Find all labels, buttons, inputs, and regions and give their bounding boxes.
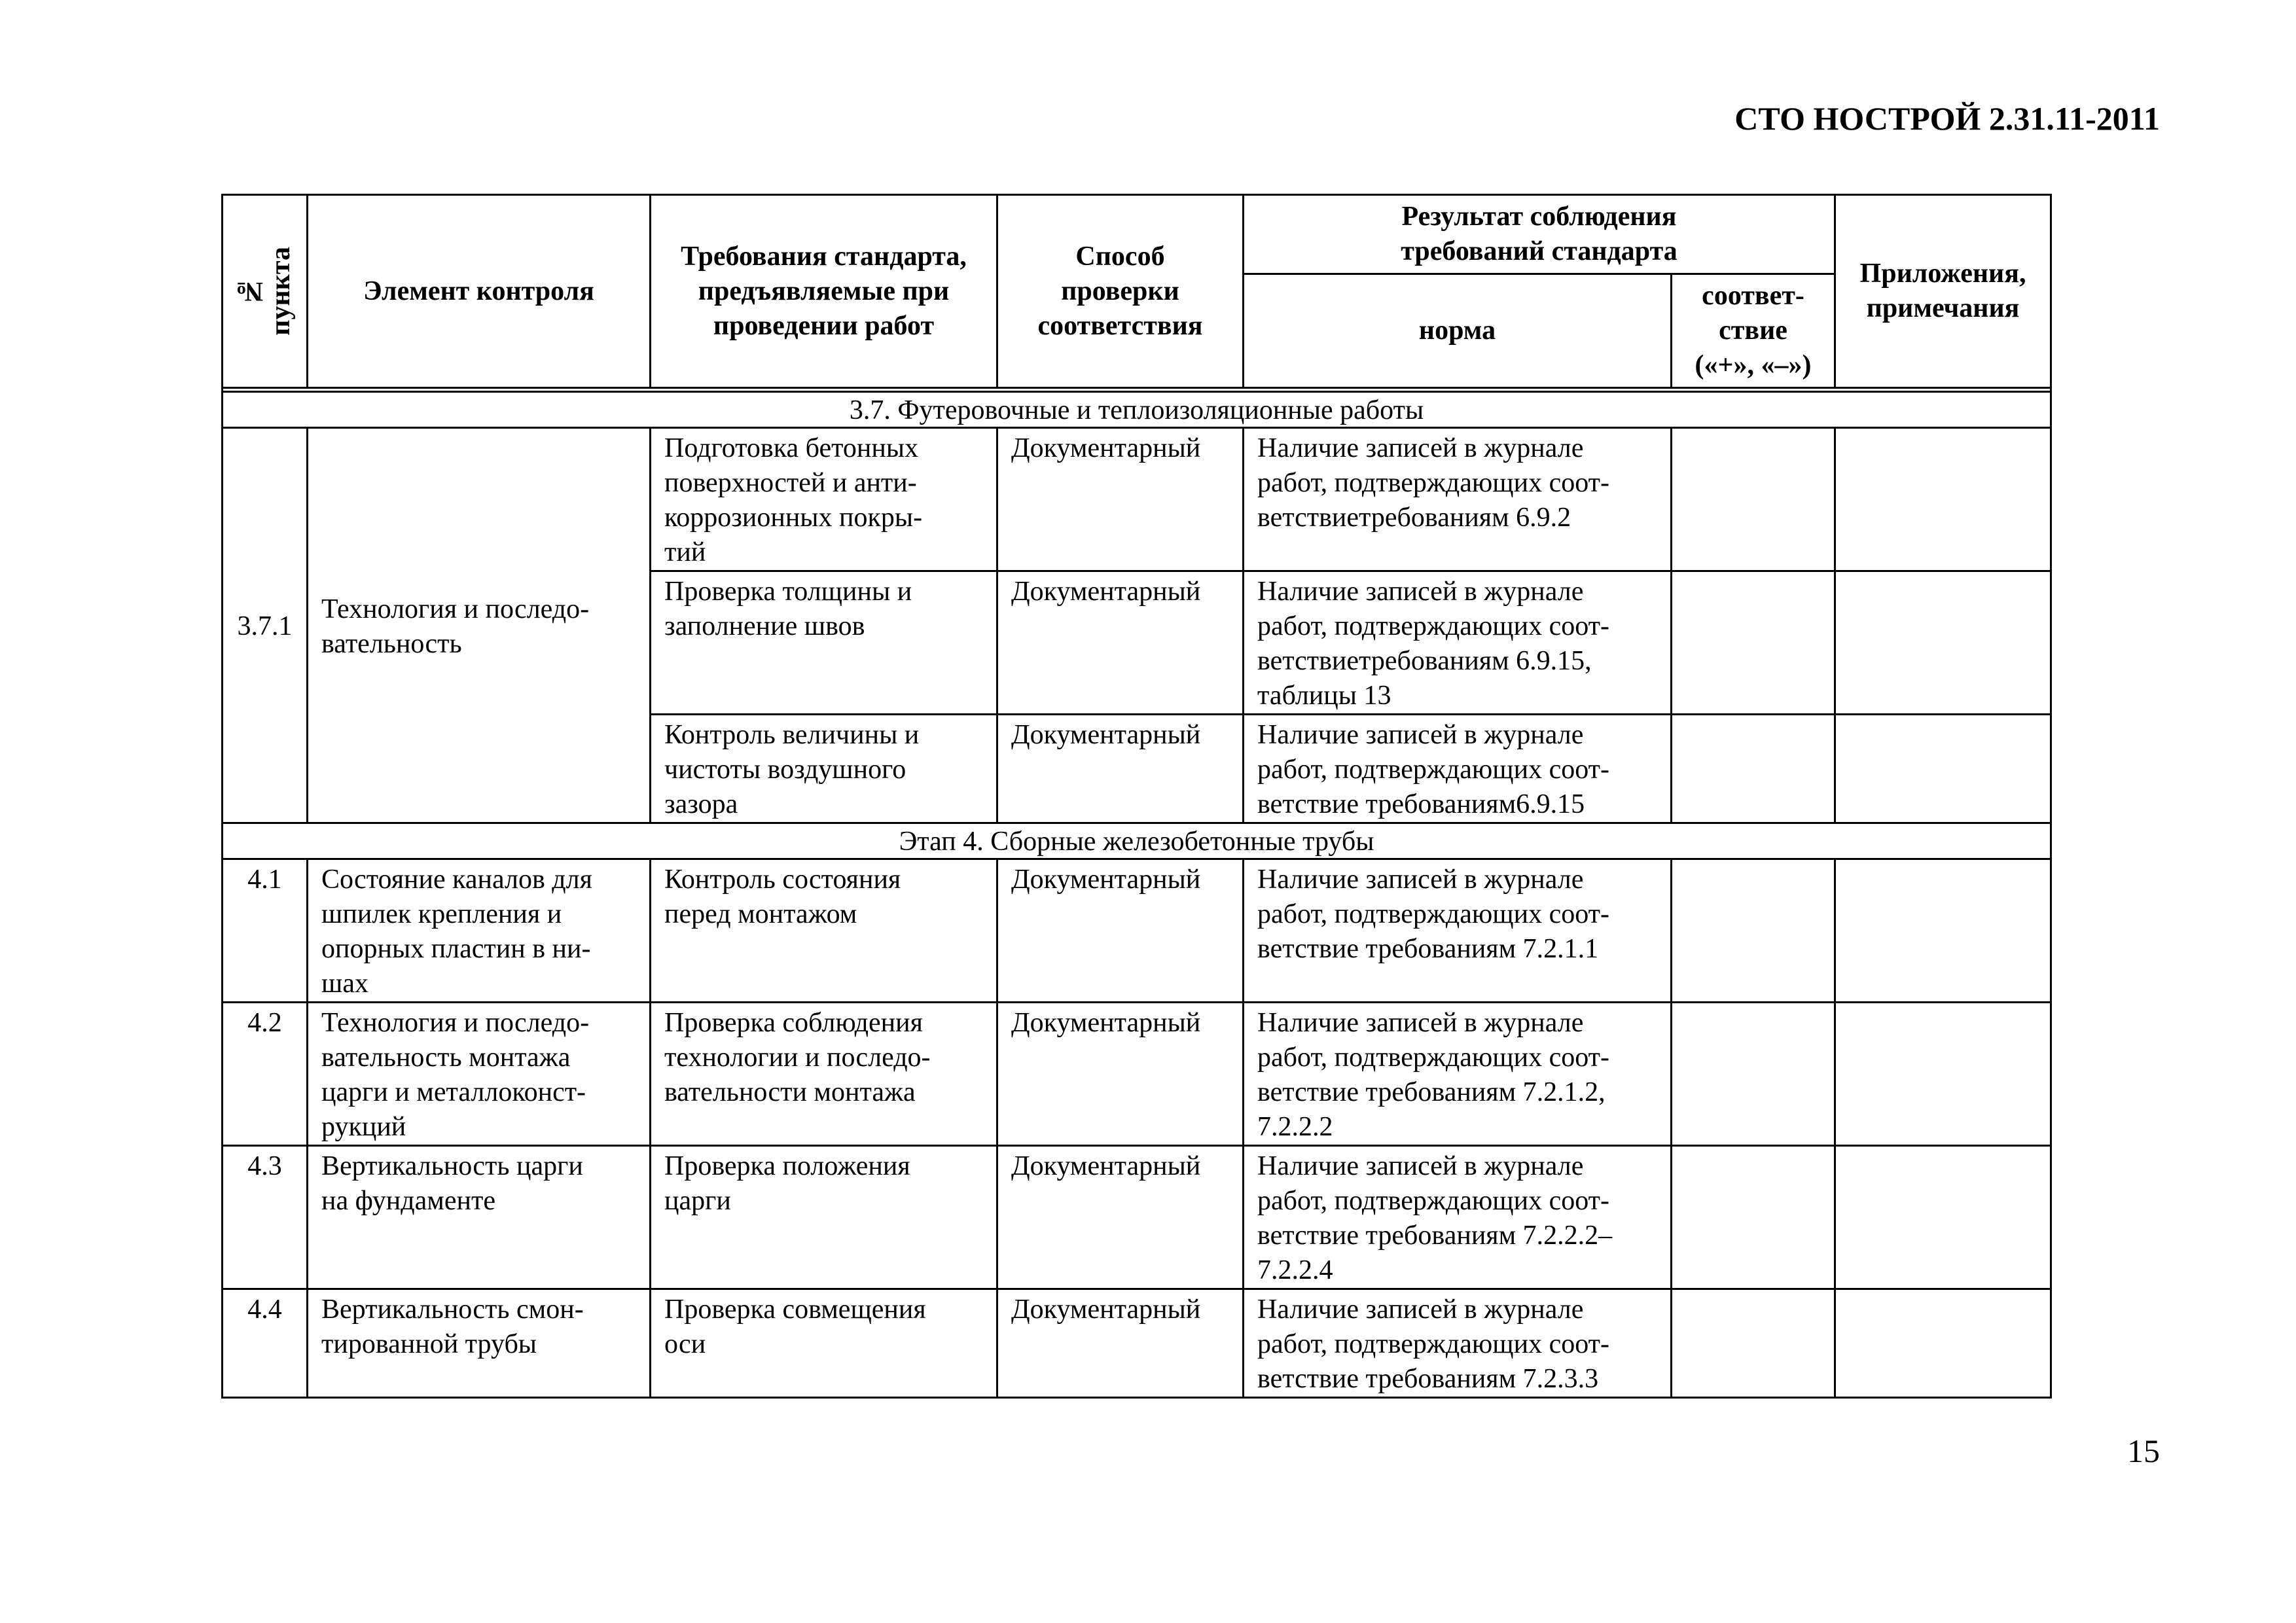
norm-cell: Наличие записей в журнале работ, подтверждающих соот- ветствие требованиям 7.2.2.2– 7.2.2.4 — [1244, 1146, 1672, 1289]
notes-cell — [1835, 715, 2051, 823]
control-element: Технология и последо- вательность монтажа царги и металлоконст- рукций — [308, 1003, 651, 1146]
page-number: 15 — [2127, 1433, 2160, 1469]
requirement-cell: Проверка положения царги — [651, 1146, 997, 1289]
notes-cell — [1835, 571, 2051, 715]
notes-cell — [1835, 859, 2051, 1003]
control-table — [221, 194, 2052, 1399]
norm-cell: Наличие записей в журнале работ, подтверждающих соот- ветствиетребованиям 6.9.2 — [1244, 428, 1672, 571]
section-title: Этап 4. Сборные железобетонные трубы — [223, 823, 2051, 859]
compliance-cell — [1672, 715, 1835, 823]
requirement-cell: Проверка соблюдения технологии и последо- вательности монтажа — [651, 1003, 997, 1146]
notes-cell — [1835, 1289, 2051, 1398]
column-header-compliance: соответ- ствие («+», «–») — [1672, 274, 1835, 388]
requirement-cell: Контроль величины и чистоты воздушного зазора — [651, 715, 997, 823]
section-row — [223, 823, 2051, 859]
method-cell: Документарный — [997, 428, 1244, 571]
column-header-result-group: Результат соблюдения требований стандарта — [1244, 195, 1835, 274]
compliance-cell — [1672, 1289, 1835, 1398]
method-cell: Документарный — [997, 1289, 1244, 1398]
control-element: Вертикальность смон- тированной трубы — [308, 1289, 651, 1398]
column-header-element: Элемент контроля — [308, 195, 651, 388]
compliance-cell — [1672, 859, 1835, 1003]
item-number: 4.1 — [223, 859, 308, 1003]
requirement-cell: Проверка совмещения оси — [651, 1289, 997, 1398]
norm-cell: Наличие записей в журнале работ, подтверждающих соот- ветствие требованиям 7.2.1.1 — [1244, 859, 1672, 1003]
table-row — [223, 859, 2051, 1003]
column-header-method: Способ проверки соответствия — [997, 195, 1244, 388]
method-cell: Документарный — [997, 715, 1244, 823]
table-row — [223, 1289, 2051, 1398]
item-number: 4.2 — [223, 1003, 308, 1146]
compliance-cell — [1672, 428, 1835, 571]
document-code: СТО НОСТРОЙ 2.31.11-2011 — [1734, 100, 2160, 137]
section-row — [223, 392, 2051, 428]
requirement-cell: Проверка толщины и заполнение швов — [651, 571, 997, 715]
requirement-cell: Подготовка бетонных поверхностей и анти- коррозионных покры- тий — [651, 428, 997, 571]
norm-cell: Наличие записей в журнале работ, подтверждающих соот- ветствие требованиям 7.2.3.3 — [1244, 1289, 1672, 1398]
item-number: 3.7.1 — [223, 428, 308, 823]
compliance-cell — [1672, 1146, 1835, 1289]
control-element: Технология и последо- вательность — [308, 428, 651, 823]
method-cell: Документарный — [997, 859, 1244, 1003]
requirement-cell: Контроль состояния перед монтажом — [651, 859, 997, 1003]
table-body — [223, 388, 2051, 1398]
table-row — [223, 1003, 2051, 1146]
norm-cell: Наличие записей в журнале работ, подтверждающих соот- ветствие требованиям 7.2.1.2, 7.2.2.2 — [1244, 1003, 1672, 1146]
item-number: 4.3 — [223, 1146, 308, 1289]
method-cell: Документарный — [997, 1003, 1244, 1146]
notes-cell — [1835, 428, 2051, 571]
column-header-requirements: Требования стандарта, предъявляемые при проведении работ — [651, 195, 997, 388]
table-row — [223, 428, 2051, 571]
control-element: Вертикальность царги на фундаменте — [308, 1146, 651, 1289]
control-element: Состояние каналов для шпилек крепления и опорных пластин в ни- шах — [308, 859, 651, 1003]
column-header-notes: Приложения, примечания — [1835, 195, 2051, 388]
notes-cell — [1835, 1003, 2051, 1146]
notes-cell — [1835, 1146, 2051, 1289]
method-cell: Документарный — [997, 571, 1244, 715]
norm-cell: Наличие записей в журнале работ, подтверждающих соот- ветствиетребованиям 6.9.15, таблицы 13 — [1244, 571, 1672, 715]
item-number: 4.4 — [223, 1289, 308, 1398]
norm-cell: Наличие записей в журнале работ, подтверждающих соот- ветствие требованиям6.9.15 — [1244, 715, 1672, 823]
compliance-cell — [1672, 571, 1835, 715]
column-header-norm: норма — [1244, 274, 1672, 388]
table-row — [223, 1146, 2051, 1289]
table-header — [223, 195, 2051, 388]
method-cell: Документарный — [997, 1146, 1244, 1289]
column-header-num: № пункта — [223, 195, 308, 388]
compliance-cell — [1672, 1003, 1835, 1146]
section-title: 3.7. Футеровочные и теплоизоляционные работы — [223, 392, 2051, 428]
